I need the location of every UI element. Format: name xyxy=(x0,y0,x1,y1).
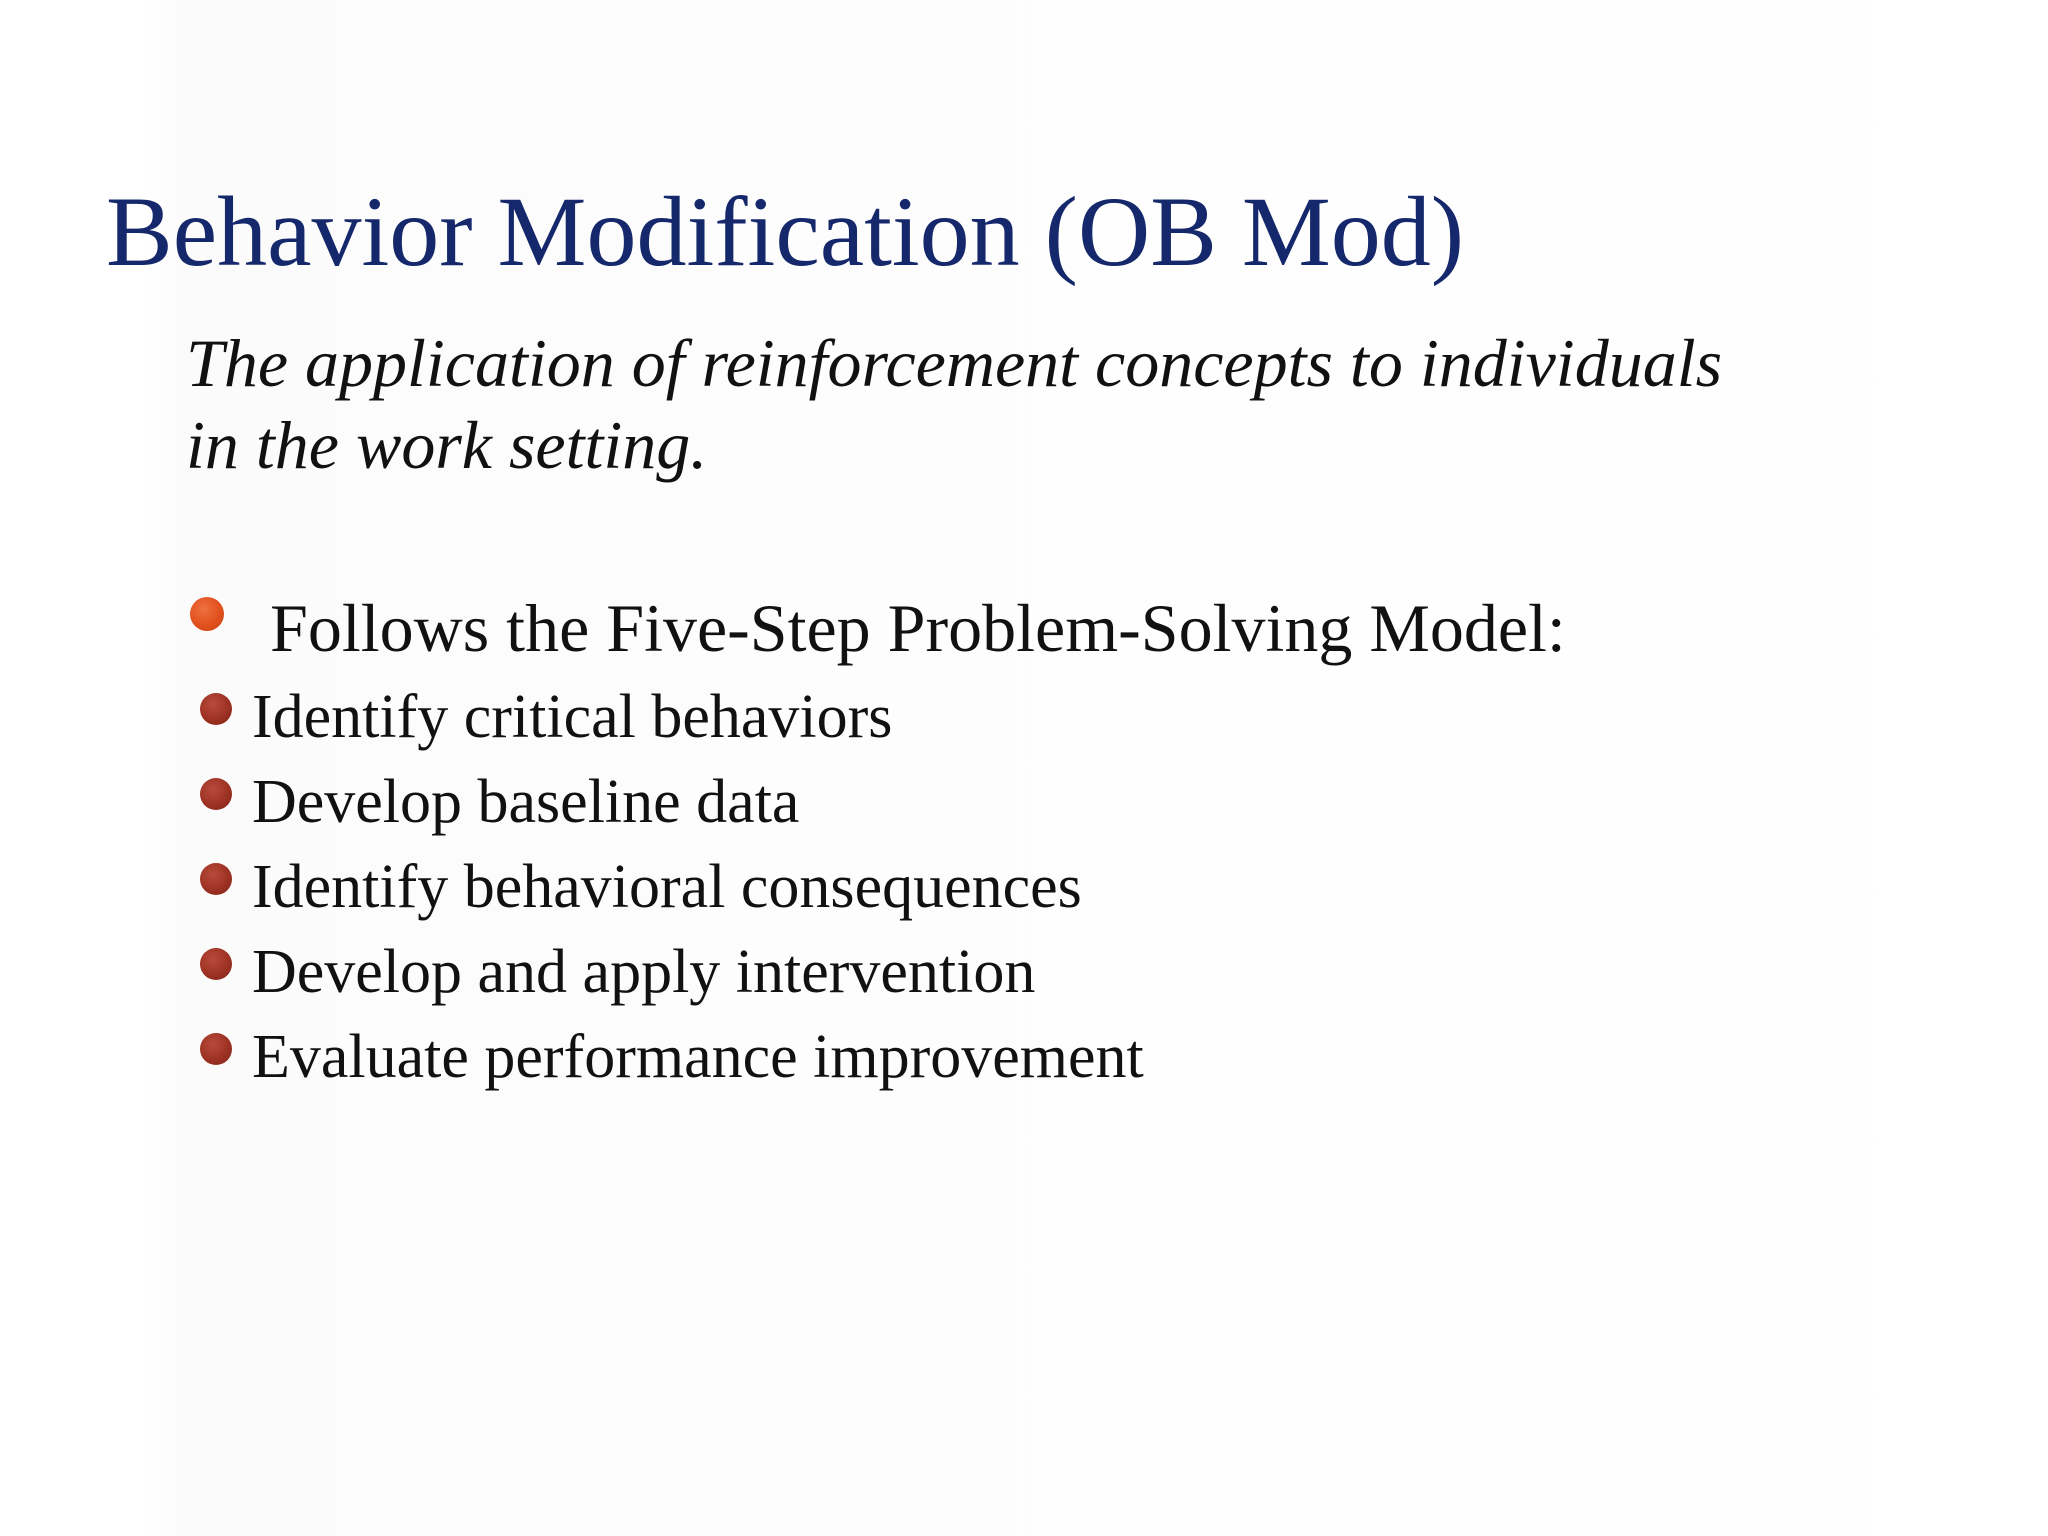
step-item xyxy=(200,674,1144,759)
slide-title: Behavior Modification (OB Mod) xyxy=(106,176,1465,287)
red-bullet-icon xyxy=(200,693,232,725)
step-item xyxy=(200,929,1144,1014)
main-bullet-point xyxy=(190,587,1566,669)
step-item xyxy=(200,844,1144,929)
step-label: Identify behavioral consequences xyxy=(252,852,1082,921)
step-item xyxy=(200,1014,1144,1099)
step-label: Evaluate performance improvement xyxy=(252,1022,1144,1091)
definition-text xyxy=(186,322,1926,486)
definition-line: The application of reinforcement concepts to individuals xyxy=(186,325,1723,401)
step-label: Develop and apply intervention xyxy=(252,937,1036,1006)
step-label: Identify critical behaviors xyxy=(252,682,893,751)
red-bullet-icon xyxy=(200,778,232,810)
red-bullet-icon xyxy=(200,863,232,895)
red-bullet-icon xyxy=(200,1033,232,1065)
red-bullet-icon xyxy=(200,948,232,980)
definition-line: in the work setting. xyxy=(186,407,708,483)
step-item xyxy=(200,759,1144,844)
orange-bullet-icon xyxy=(190,597,224,631)
step-label: Develop baseline data xyxy=(252,767,800,836)
steps-list xyxy=(200,674,1144,1099)
main-bullet-text: Follows the Five-Step Problem-Solving Model: xyxy=(270,590,1566,666)
